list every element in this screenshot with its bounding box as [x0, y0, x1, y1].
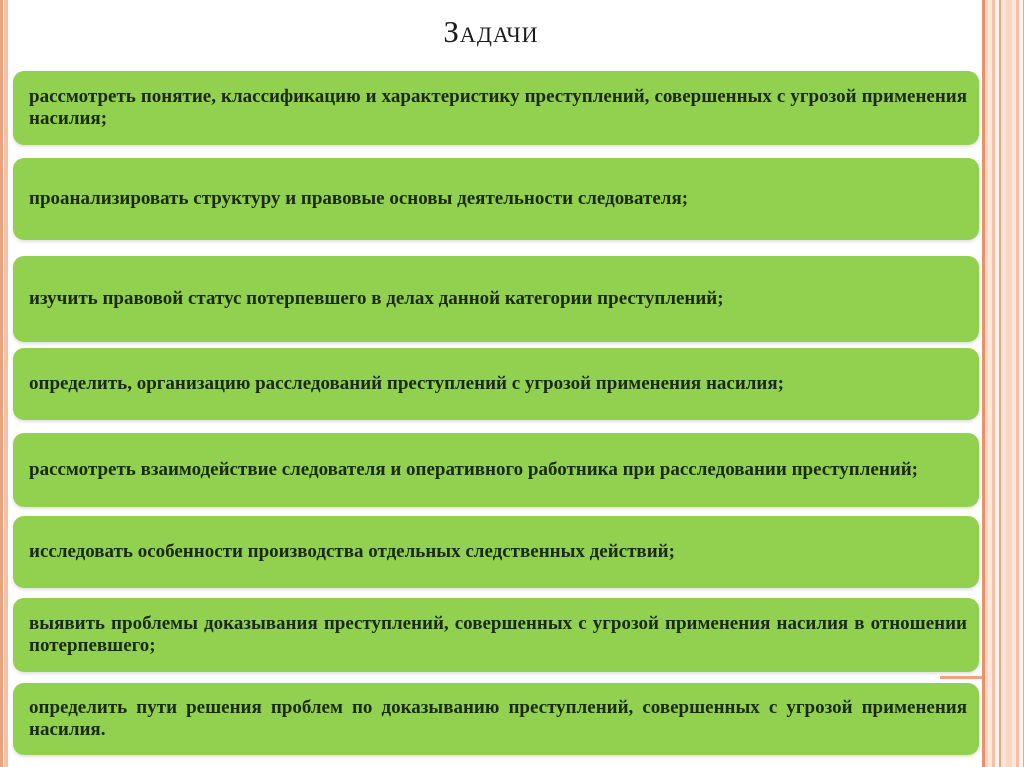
- task-item-4: [13, 348, 979, 420]
- task-item-5: [13, 433, 979, 507]
- task-text: изучить правовой статус потерпевшего в делах данной категории преступлений;: [29, 288, 724, 309]
- task-item-6: [13, 516, 979, 588]
- task-text: рассмотреть понятие, классификацию и характеристику преступлений, совершенных с угрозой применения насилия;: [29, 86, 967, 129]
- task-text: определить, организацию расследований преступлений с угрозой применения насилия;: [29, 373, 784, 394]
- task-text: выявить проблемы доказывания преступлений, совершенных с угрозой применения насилия в отношении потерпевшего;: [29, 613, 967, 656]
- task-text: определить пути решения проблем по доказыванию преступлений, совершенных с угрозой применения насилия.: [29, 697, 967, 740]
- task-item-2: [13, 158, 979, 240]
- task-item-1: [13, 71, 979, 145]
- task-item-7: [13, 598, 979, 672]
- task-text: исследовать особенности производства отдельных следственных действий;: [29, 541, 675, 562]
- accent-line: [940, 676, 982, 679]
- task-text: рассмотреть взаимодействие следователя и оперативного работника при расследовании преступлений;: [29, 459, 918, 480]
- right-decorative-stripes: [982, 0, 1024, 767]
- task-item-8: [13, 683, 979, 755]
- task-item-3: [13, 256, 979, 342]
- task-text: проанализировать структуру и правовые основы деятельности следователя;: [29, 188, 689, 209]
- slide-title: Задачи: [443, 14, 539, 49]
- left-decorative-border: [0, 0, 8, 767]
